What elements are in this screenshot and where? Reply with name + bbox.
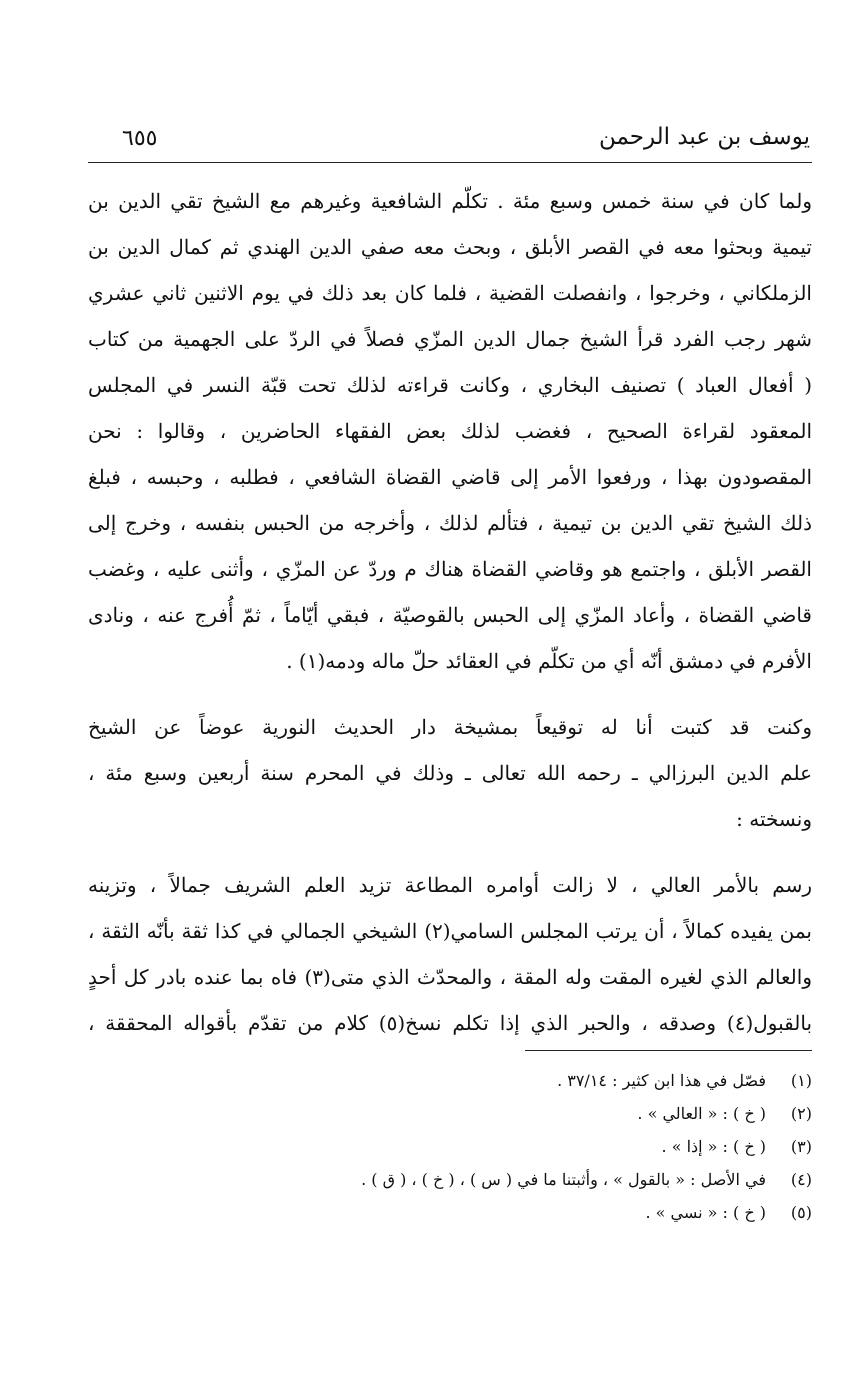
paragraph-2 [88,704,812,842]
footnote-text: ( خ ) : « العالي » . [637,1104,766,1123]
page-number: ٦٥٥ [122,126,158,151]
footnote-divider [525,1050,812,1051]
footnote-text: ( خ ) : « إذا » . [661,1137,766,1156]
text-line: قاضي القضاة ، وأعاد المزّي إلى الحبس بالقوصيّة ، فبقي أيّاماً ، ثمّ أُفرج عنه ، ونادى [88,603,812,627]
text-line: المعقود لقراءة الصحيح ، فغضب لذلك بعض الفقهاء الحاضرين ، وقالوا : نحن [88,419,812,443]
footnote-text: في الأصل : « بالقول » ، وأثبتنا ما في ( س ) ، ( خ ) ، ( ق ) . [361,1170,766,1189]
footnote-item [300,1064,812,1097]
text-line: ( أفعال العباد ) تصنيف البخاري ، وكانت قراءته لذلك تحت قبّة النسر في المجلس [88,373,812,397]
footnote-number: (١) [790,1071,812,1090]
footnote-item [300,1130,812,1163]
text-line: شهر رجب الفرد قرأ الشيخ جمال الدين المزّي فصلاً في الردّ على الجهمية من كتاب [88,327,812,351]
footnote-item [300,1196,812,1229]
footnote-item [300,1097,812,1130]
running-head: يوسف بن عبد الرحمن [598,124,810,150]
paragraph-gap [88,842,812,862]
footnote-number: (٤) [790,1170,812,1189]
text-line: القصر الأبلق ، واجتمع هو وقاضي القضاة هناك م وردّ عن المزّي ، وأثنى عليه ، وغضب [88,557,812,581]
text-line: والعالم الذي لغيره المقت وله المقة ، والمحدّث الذي متى(٣) فاه بما عنده بادر كل أحدٍ [88,965,812,989]
text-line: الأفرم في دمشق أنّه أي من تكلّم في العقائد حلّ ماله ودمه(١) . [286,649,812,673]
paragraph-gap [88,684,812,704]
text-line: ولما كان في سنة خمس وسبع مئة . تكلّم الشافعية وغيرهم مع الشيخ تقي الدين بن [88,189,812,213]
footnote-number: (٣) [790,1137,812,1156]
text-line: رسم بالأمر العالي ، لا زالت أوامره المطاعة تزيد العلم الشريف جمالاً ، وتزينه [88,873,812,897]
text-line: علم الدين البرزالي ـ رحمه الله تعالى ـ وذلك في المحرم سنة أربعين وسبع مئة ، [88,761,812,785]
paragraph-1 [88,178,812,684]
text-line: ذلك الشيخ تقي الدين بن تيمية ، فتألم لذلك ، وأخرجه من الحبس بنفسه ، وخرج إلى [88,511,812,535]
text-line: وكنت قد كتبت أنا له توقيعاً بمشيخة دار الحديث النورية عوضاً عن الشيخ [88,715,812,739]
text-line: بمن يفيده كمالاً ، أن يرتب المجلس السامي(٢) الشيخي الجمالي في كذا ثقة بأنّه الثقة ، [88,919,812,943]
footnotes [300,1064,812,1229]
text-line: تيمية وبحثوا معه في القصر الأبلق ، وبحث معه صفي الدين الهندي ثم كمال الدين بن [88,235,812,259]
text-line: بالقبول(٤) وصدقه ، والحبر الذي إذا تكلم نسخ(٥) كلام من تقدّم بأقواله المحققة ، [88,1011,812,1035]
text-line: ونسخته : [736,807,812,831]
footnote-item [300,1163,812,1196]
text-line: الزملكاني ، وخرجوا ، وانفصلت القضية ، فلما كان بعد ذلك في يوم الاثنين ثاني عشري [88,281,812,305]
page-header [88,118,812,163]
body-text [88,178,812,1046]
footnote-text: ( خ ) : « نسي » . [645,1203,766,1222]
footnote-number: (٥) [790,1203,812,1222]
paragraph-3 [88,862,812,1046]
footnote-number: (٢) [790,1104,812,1123]
footnote-text: فصّل في هذا ابن كثير : ٣٧/١٤ . [557,1071,766,1090]
text-line: المقصودون بهذا ، ورفعوا الأمر إلى قاضي القضاة الشافعي ، فطلبه ، وحبسه ، فبلغ [88,465,812,489]
